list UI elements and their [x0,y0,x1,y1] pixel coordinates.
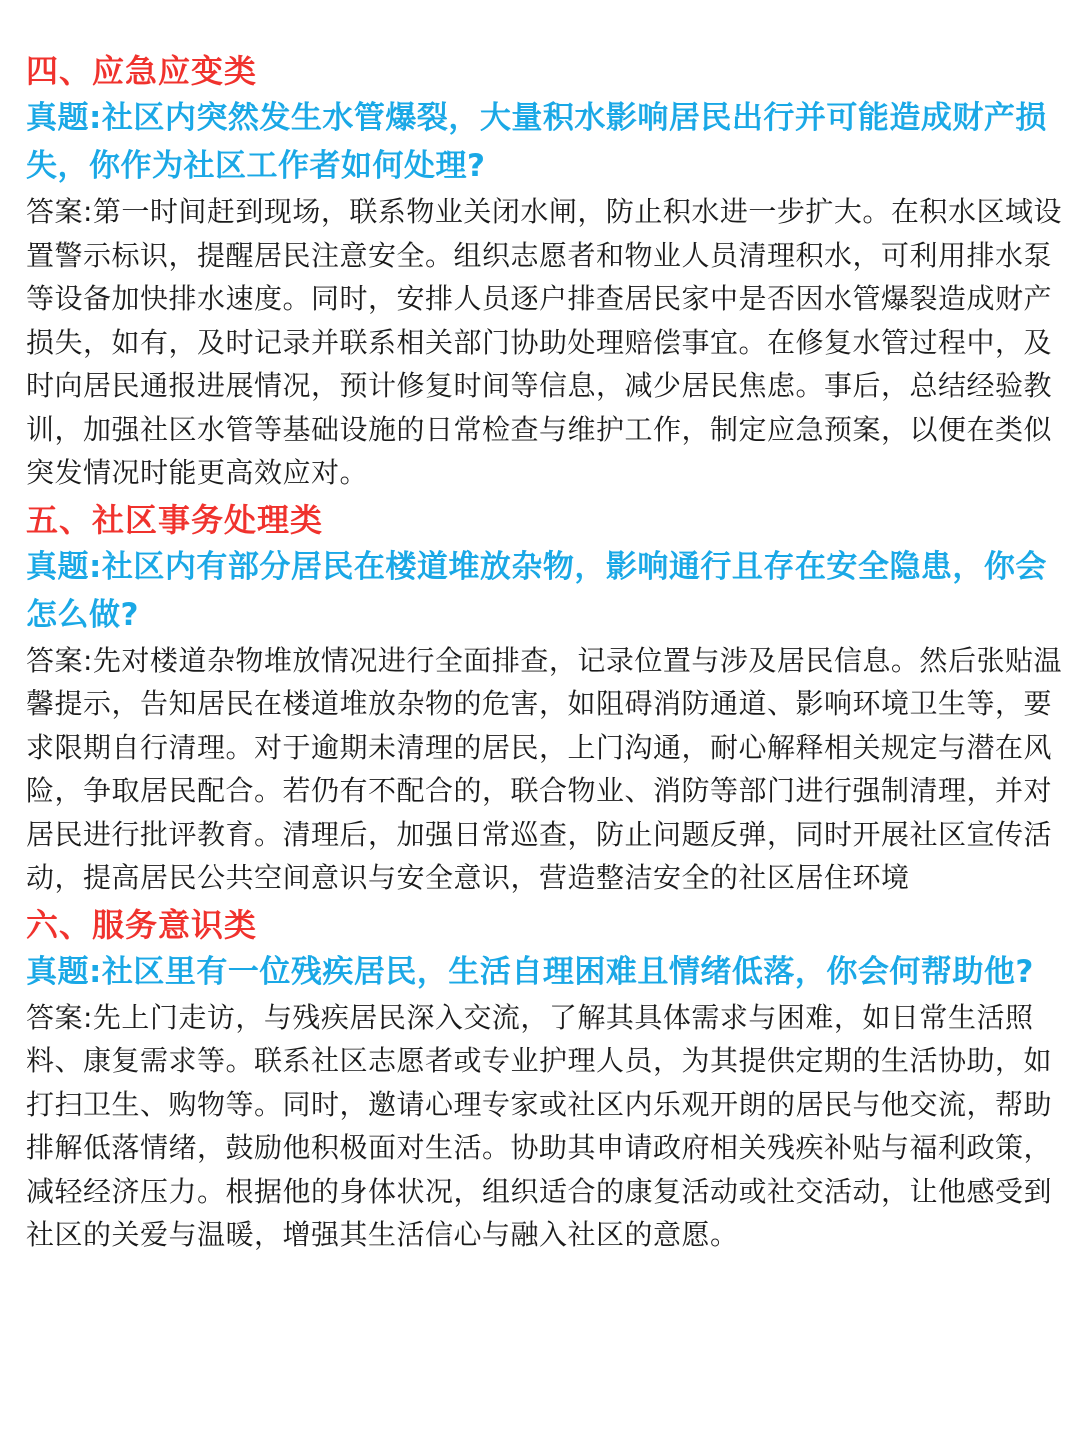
section-title: 四、应急应变类 [26,52,258,90]
answer-text: 答案:先对楼道杂物堆放情况进行全面排查，记录位置与涉及居民信息。然后张贴温馨提示，告知居民在楼道堆放杂物的危害，如阻碍消防通道、影响环境卫生等，要求限期自行清理。对于逾期未清理的居民，上门沟通，耐心解释相关规定与潜在风险，争取居民配合。若仍有不配合的，联合物业、消防等部门进行强制清理，并对居民进行批评教育。清理后，加强日常巡查，防止问题反弹，同时开展社区宣传活动，提高居民公共空间意识与安全意识，营造整洁安全的社区居住环境 [26,643,1062,894]
question-text: 真题:社区内有部分居民在楼道堆放杂物，影响通行且存在安全隐患，你会怎么做? [26,548,1047,633]
document-page [26,48,1066,1257]
answer-text: 答案:第一时间赶到现场，联系物业关闭水闸，防止积水进一步扩大。在积水区域设置警示标识，提醒居民注意安全。组织志愿者和物业人员清理积水，可利用排水泵等设备加快排水速度。同时，安排人员逐户排查居民家中是否因水管爆裂造成财产损失，如有，及时记录并联系相关部门协助处理赔偿事宜。在修复水管过程中，及时向居民通报进展情况，预计修复时间等信息，减少居民焦虑。事后，总结经验教训，加强社区水管等基础设施的日常检查与维护工作，制定应急预案，以便在类似突发情况时能更高效应对。 [26,195,1062,489]
question-text: 真题:社区内突然发生水管爆裂，大量积水影响居民出行并可能造成财产损失，你作为社区工作者如何处理? [26,100,1047,184]
section-title: 五、社区事务处理类 [26,500,324,539]
answer-text: 答案:先上门走访，与残疾居民深入交流，了解其具体需求与困难，如日常生活照料、康复需求等。联系社区志愿者或专业护理人员，为其提供定期的生活协助，如打扫卫生、购物等。同时，邀请心理专家或社区内乐观开朗的居民与他交流，帮助排解低落情绪，鼓励他积极面对生活。协助其申请政府相关残疾补贴与福利政策，减轻经济压力。根据他的身体状况，组织适合的康复活动或社交活动，让他感受到社区的关爱与温暖，增强其生活信心与融入社区的意愿。 [26,1000,1053,1251]
section-emergency [26,48,1066,495]
section-service-awareness [26,902,1066,1257]
question-text: 真题:社区里有一位残疾居民，生活自理困难且情绪低落，你会何帮助他? [26,953,1034,990]
section-title: 六、服务意识类 [26,905,258,944]
section-community-affairs [26,497,1066,900]
